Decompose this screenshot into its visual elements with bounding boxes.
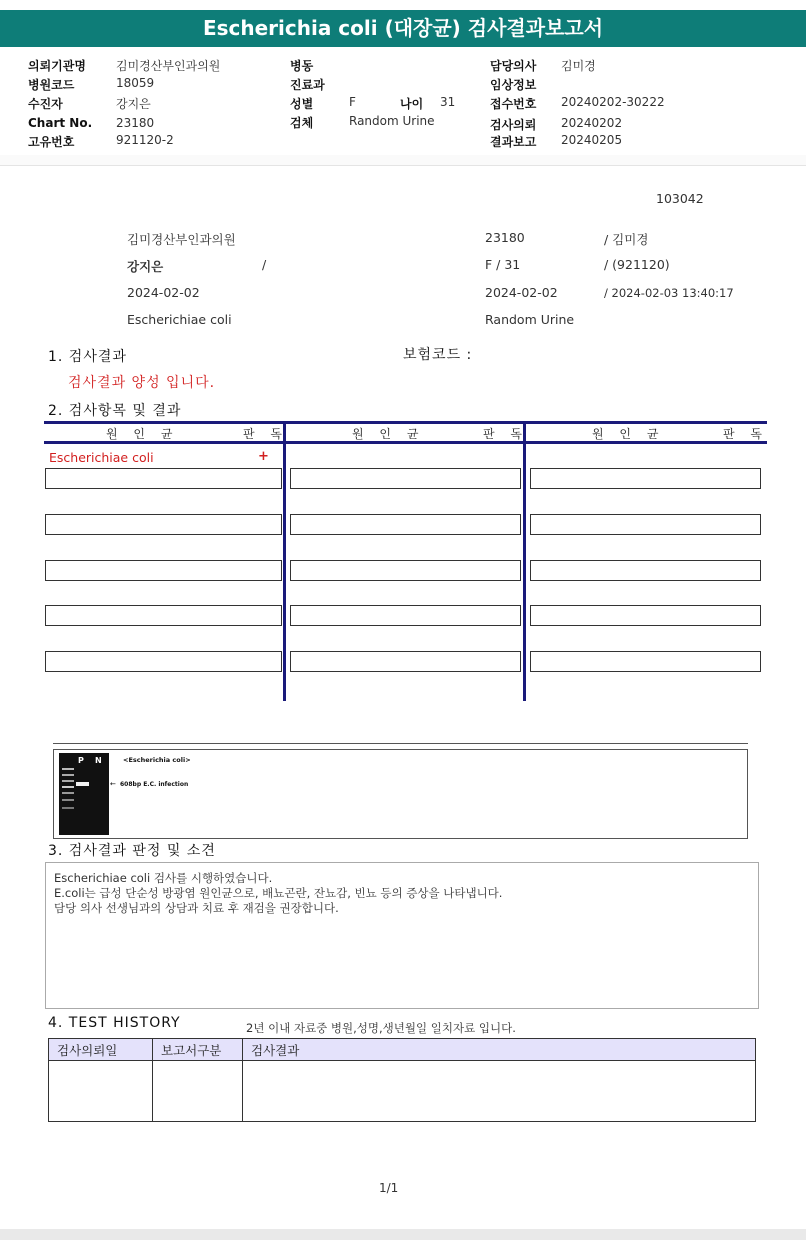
label-sex: 성별 [290, 97, 314, 111]
gel-band [76, 782, 89, 786]
patient-test-name: Escherichiae coli [127, 312, 232, 327]
result-cell [290, 560, 521, 581]
section3-title: 3. 검사결과 판정 및 소견 [48, 843, 216, 859]
label-report-date: 결과보고 [490, 135, 537, 149]
section4-title: 4. TEST HISTORY [48, 1015, 181, 1031]
result-judgement: + [258, 449, 269, 464]
result-cell [530, 514, 761, 535]
result-cell [530, 605, 761, 626]
patient-birth: / (921120) [604, 257, 670, 272]
history-cell [243, 1061, 756, 1122]
label-requester: 의뢰기관명 [28, 59, 86, 73]
page-separator [0, 155, 806, 166]
value-report-date: 20240205 [561, 133, 623, 147]
gel-lane-p: P [78, 756, 84, 765]
result-cell [290, 514, 521, 535]
table-row [49, 1061, 756, 1122]
value-sex: F [349, 95, 356, 109]
col-organism-header: 원 인 균 [592, 427, 665, 441]
history-header: 검사결과 [243, 1039, 756, 1061]
patient-doctor: / 김미경 [604, 232, 649, 247]
label-ward: 병동 [290, 59, 314, 73]
arrow-left-icon: ← [110, 780, 116, 788]
result-statement: 검사결과 양성 입니다. [68, 375, 216, 391]
label-clinical-info: 임상정보 [490, 78, 537, 92]
result-cell [530, 560, 761, 581]
label-department: 진료과 [290, 78, 325, 92]
result-cell [45, 560, 282, 581]
patient-chart-no: 23180 [485, 230, 525, 245]
value-hospital-code: 18059 [116, 76, 155, 90]
label-specimen: 검체 [290, 116, 314, 130]
report-id: 103042 [656, 191, 704, 206]
gel-top-rule [53, 743, 748, 744]
value-receipt-no: 20240202-30222 [561, 95, 665, 109]
history-note: 2년 이내 자료중 병원,성명,생년월일 일치자료 입니다. [246, 1021, 516, 1035]
label-age: 나이 [400, 97, 424, 111]
column-divider [523, 421, 526, 701]
history-cell [153, 1061, 243, 1122]
gel-band-label: 608bp E.C. infection [120, 781, 189, 788]
footer-bar [0, 1229, 806, 1240]
result-cell [45, 468, 282, 489]
result-cell [530, 468, 761, 489]
history-header: 검사의뢰일 [49, 1039, 153, 1061]
label-chart-no: Chart No. [28, 116, 93, 130]
col-organism-header: 원 인 균 [352, 427, 425, 441]
gel-electrophoresis-image [59, 753, 109, 835]
label-receipt-no: 접수번호 [490, 97, 537, 111]
opinion-line: Escherichiae coli 검사를 시행하였습니다. [54, 871, 273, 885]
value-specimen: Random Urine [349, 114, 435, 128]
patient-sex-age: F / 31 [485, 257, 521, 272]
patient-name: 강지은 [127, 259, 164, 274]
col-organism-header: 원 인 균 [106, 427, 179, 441]
section1-title: 1. 검사결과 [48, 349, 127, 365]
opinion-box [45, 862, 759, 1009]
patient-request-date: 2024-02-02 [127, 285, 200, 300]
page-number: 1/1 [379, 1181, 399, 1195]
label-doctor: 담당의사 [490, 59, 537, 73]
patient-hospital: 김미경산부인과의원 [127, 232, 236, 247]
col-judge-header: 판 독 [483, 427, 528, 441]
label-request-date: 검사의뢰 [490, 118, 537, 132]
history-header: 보고서구분 [153, 1039, 243, 1061]
label-unique-no: 고유번호 [28, 135, 75, 149]
history-table [48, 1038, 756, 1122]
value-requester: 김미경산부인과의원 [116, 59, 221, 73]
result-cell [290, 651, 521, 672]
column-divider [283, 421, 286, 701]
section2-title: 2. 검사항목 및 결과 [48, 403, 182, 419]
label-hospital-code: 병원코드 [28, 78, 75, 92]
patient-name-slash: / [262, 257, 267, 272]
report-title: Escherichia coli (대장균) 검사결과보고서 [0, 10, 806, 47]
result-organism: Escherichiae coli [49, 450, 154, 465]
opinion-line: 담당 의사 선생님과의 상담과 치료 후 재검을 권장합니다. [54, 901, 339, 915]
result-cell [530, 651, 761, 672]
patient-specimen: Random Urine [485, 312, 575, 327]
value-patient: 강지은 [116, 97, 151, 111]
result-cell [290, 468, 521, 489]
patient-receipt-date: 2024-02-02 [485, 285, 558, 300]
result-cell [45, 514, 282, 535]
insurance-code-label: 보험코드 : [403, 347, 473, 363]
result-cell [45, 651, 282, 672]
label-patient: 수진자 [28, 97, 63, 111]
opinion-line: E.coli는 급성 단순성 방광염 원인균으로, 배뇨곤란, 잔뇨감, 빈뇨 등의 증상을 나타냅니다. [54, 886, 503, 900]
result-cell [290, 605, 521, 626]
history-cell [49, 1061, 153, 1122]
value-doctor: 김미경 [561, 59, 596, 73]
value-unique-no: 921120-2 [116, 133, 174, 147]
value-chart-no: 23180 [116, 116, 155, 130]
col-judge-header: 판 독 [723, 427, 768, 441]
value-request-date: 20240202 [561, 116, 623, 130]
result-cell [45, 605, 282, 626]
patient-report-time: / 2024-02-03 13:40:17 [604, 286, 734, 300]
gel-lane-n: N [95, 756, 102, 765]
col-judge-header: 판 독 [243, 427, 288, 441]
table-top-rule [44, 421, 767, 424]
gel-caption: <Escherichia coli> [123, 756, 191, 764]
value-age: 31 [440, 95, 456, 109]
